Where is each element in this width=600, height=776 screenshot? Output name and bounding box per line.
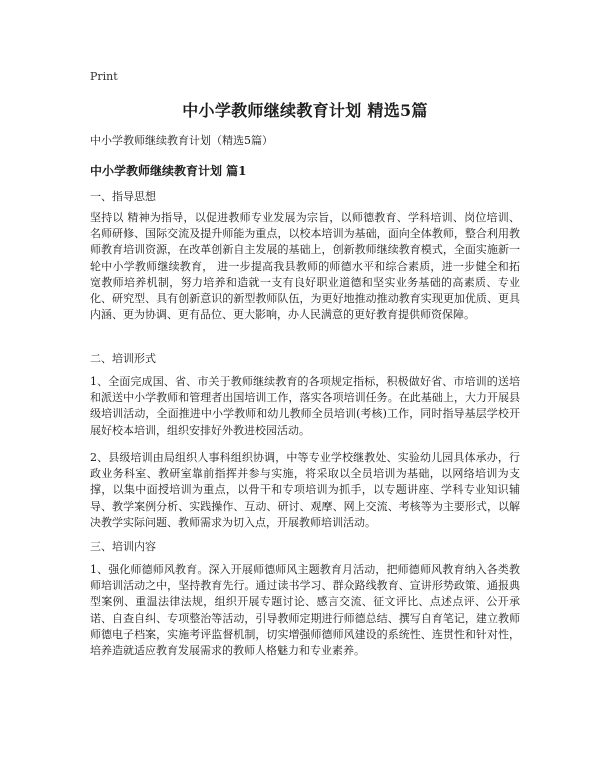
paragraph-training-content-1: 1、强化师德师风教育。深入开展师德师风主题教育月活动，把师德师风教育纳入各类教师培训活动之中，坚持教育先行。通过读书学习、群众路线教育、宣讲形势政策、通报典型案例、重温法律法规，组织开展专题讨论、感言交流、征文评比、点述点评、公开承诺、自查自纠、专项整治等活动，引导教师定期进行师德总结、撰写自育笔记，建立教师师德电子档案，实施考评监督机制，切实增强师德师风建设的系统性、连贯性和针对性，培养造就适应教育发展需求的教师人格魅力和专业素养。 <box>90 563 520 658</box>
document-subtitle: 中小学教师继续教育计划（精选5篇） <box>90 134 273 147</box>
paragraph-training-format-2: 2、县级培训由局组织人事科组织协调，中等专业学校继教处、实验幼儿园具体承办，行政业务科室、教研室靠前指挥并参与实施，将采取以全员培训为基础，以网络培训为支撑，以集中面授培训为重点，以骨干和专项培训为抓手，以专题讲座、学科专业知识辅导、教学案例分析、实践操作、互动、研讨、观摩、网上交流、考核等为主要形式，以解决教学实际问题、教师需求为切入点，开展教师培训活动。 <box>90 451 520 529</box>
paragraph-training-format-1: 1、全面完成国、省、市关于教师继续教育的各项规定指标，积极做好省、市培训的送培和派送中小学教师和管理者出国培训工作，落实各项培训任务。在此基础上，大力开展县级培训活动，全面推进中小学教师和幼儿教师全员培训(考核)工作，同时指导基层学校开展好校本培训，组织安排好外教进校园活动。 <box>90 375 520 437</box>
heading-guiding-ideology: 一、指导思想 <box>90 190 156 203</box>
print-label: Print <box>90 70 118 83</box>
heading-training-format: 二、培训形式 <box>90 352 156 365</box>
document-title: 中小学教师继续教育计划 精选5篇 <box>182 101 428 120</box>
paragraph-guiding-ideology: 坚持以 精神为指导，以促进教师专业发展为宗旨，以师德教育、学科培训、岗位培训、名师研修、国际交流及提升师能为重点，以校本培训为基础，面向全体教师，整合利用教师教育培训资源，在改革创新自主发展的基础上，创新教师继续教育模式，全面实施新一轮中小学教师继续教育， 进一步提高我县教师的师德水平和综合素质，进一步健全和拓宽教师培养机制，努力培养和造就一支有良好职业道德和坚实业务基础的高素质、专业化、研究型、具有创新意识的新型教师队伍，为更好地推动推动教育实现更加优质、更具内涵、更为协调、更有品位、更大影响，办人民满意的更好教育提供师资保障。 <box>90 211 520 322</box>
heading-training-content: 三、培训内容 <box>90 540 156 553</box>
section-heading: 中小学教师继续教育计划 篇1 <box>90 164 247 178</box>
